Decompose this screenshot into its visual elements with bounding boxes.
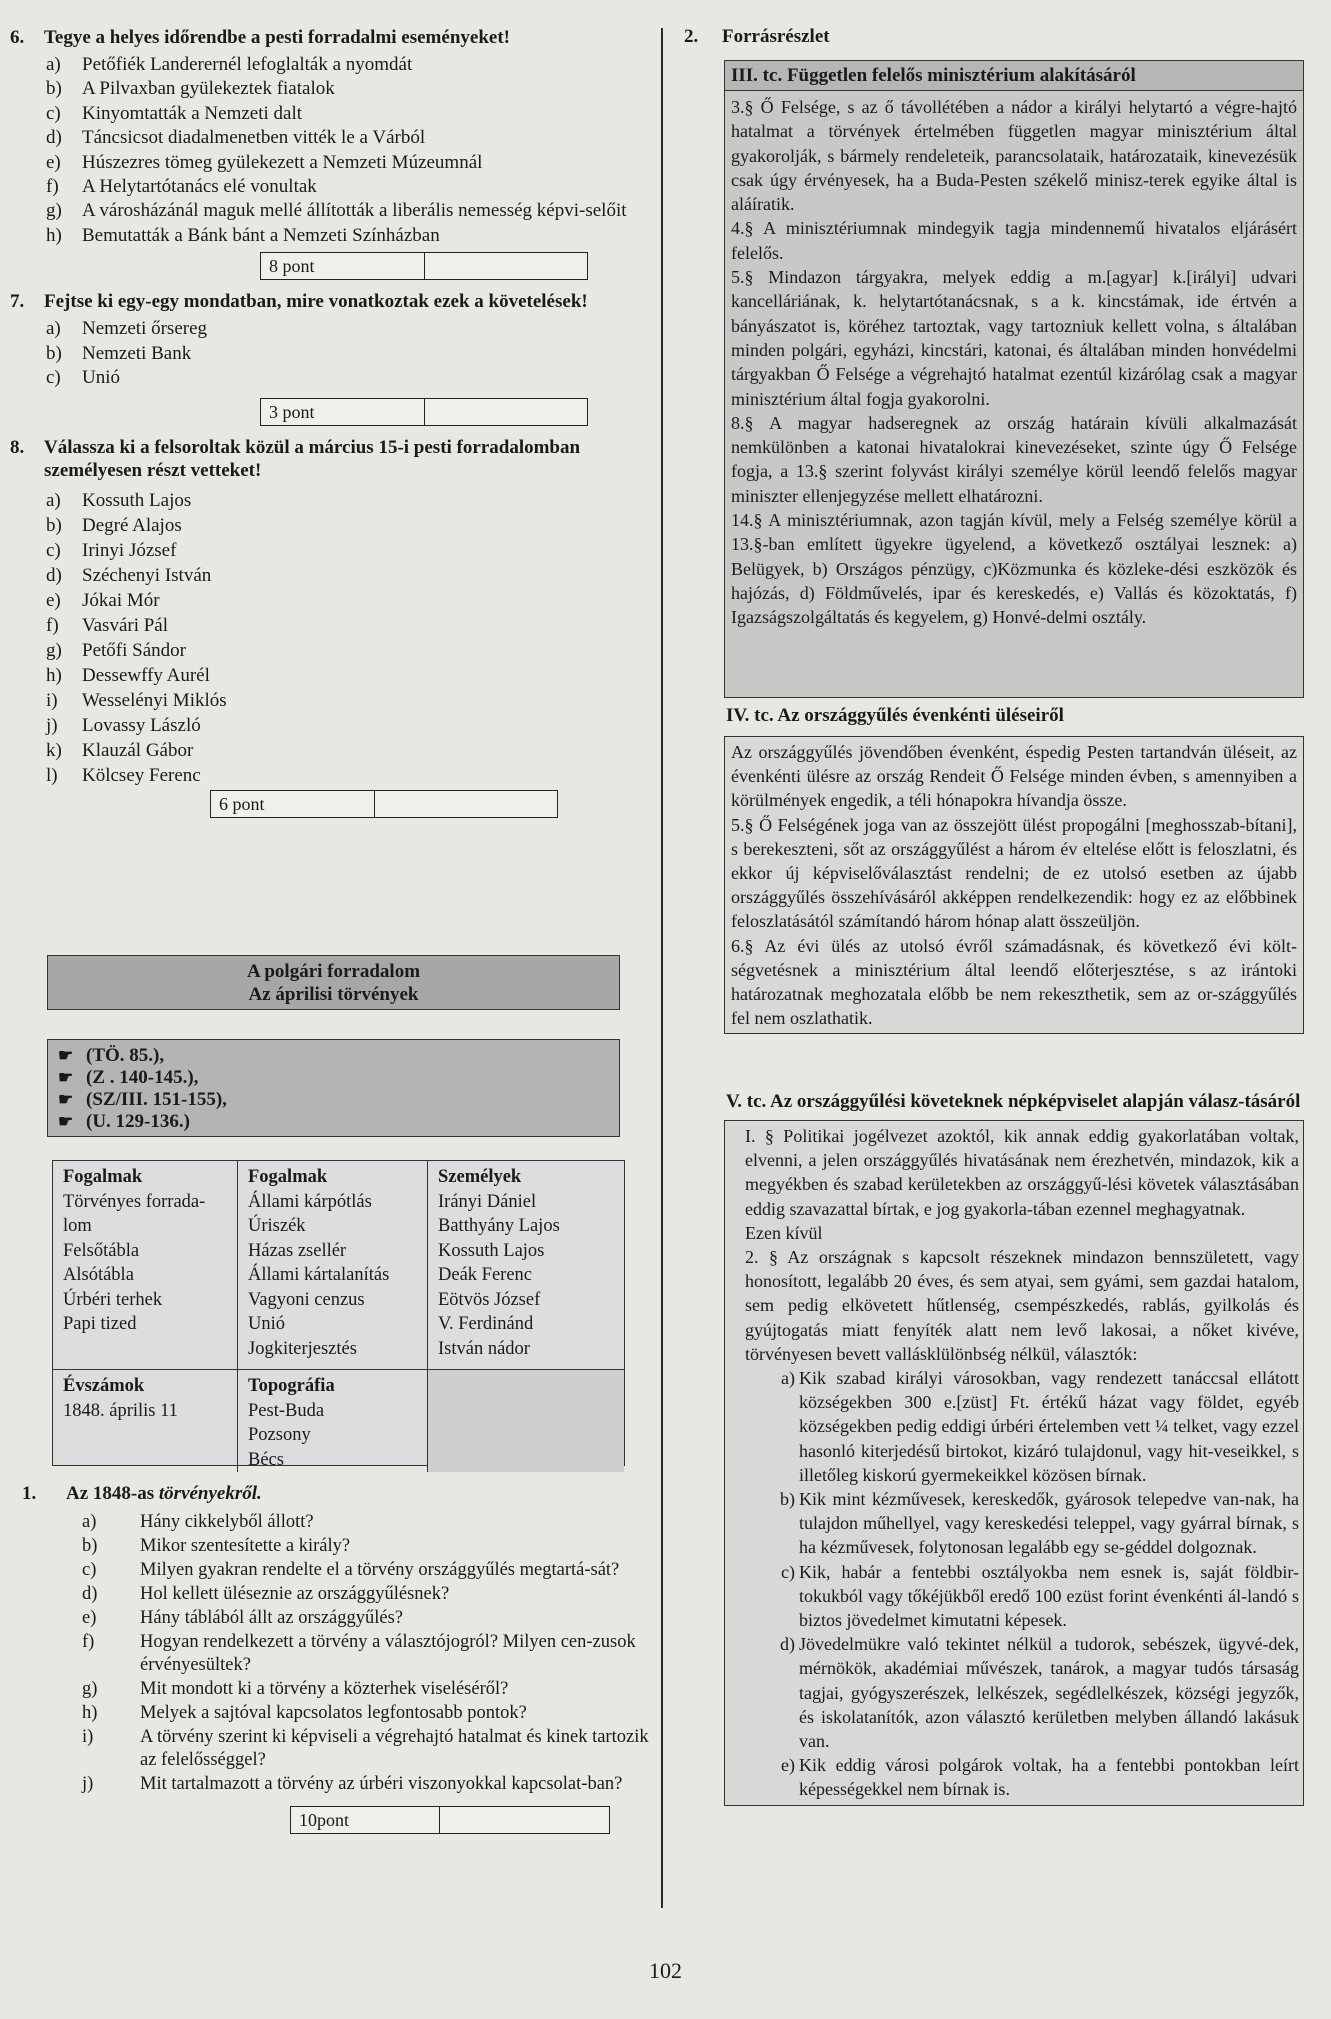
item-label: b) (82, 1536, 98, 1556)
reference-text: (Z . 140-145.), (86, 1067, 199, 1088)
reference-text: (U. 129-136.) (86, 1111, 190, 1132)
term: Állami kártalanítás (248, 1265, 390, 1285)
right-column (684, 26, 1314, 48)
item-label: b) (46, 78, 62, 100)
term: Házas zsellér (248, 1240, 347, 1261)
list-item (46, 126, 650, 150)
item-label: h) (82, 1703, 98, 1723)
question-number: 1. (22, 1483, 37, 1504)
list-item (82, 1678, 662, 1701)
empty-cell (428, 1370, 624, 1472)
list-item (46, 102, 650, 126)
sub-item (769, 1632, 1299, 1753)
item-label: e) (82, 1608, 97, 1628)
list-item (46, 588, 650, 613)
list-item (46, 199, 650, 223)
item-text: Nemzeti őrsereg (82, 318, 208, 340)
list-item (46, 538, 650, 563)
item-label: c) (82, 1560, 97, 1580)
sub-text: Kik szabad királyi városokban, vagy rendezett tanáccsal ellátott községekben 300 e.[züst] Ft. értékű házat vagy földet, egyéb községekben pedig eddigi úrbéri értelemben vett ¼ telket, vagy ezzel hasonló kiterjedésű birtokot, kizáró tulajdonul, vagy hit-veseikkel, s illetőleg kiskorú gyermekeikkel közösen bírnak. (799, 1368, 1299, 1485)
topography-cell (238, 1370, 428, 1472)
question-title: Tegye a helyes időrendbe a pesti forradalmi eseményeket! (44, 27, 510, 48)
sub-text: Kik eddig városi polgárok voltak, ha a fentebbi pontokban leírt képességekkel nem bírnak is. (799, 1755, 1299, 1800)
list-item (46, 342, 650, 366)
question-number: 8. (10, 437, 25, 459)
list-item (82, 1631, 662, 1677)
list-item (46, 638, 650, 663)
item-label: i) (82, 1727, 94, 1747)
question-1 (22, 1482, 662, 1834)
item-label: g) (46, 200, 62, 222)
reference-line (58, 1067, 619, 1089)
source-body (724, 736, 1304, 1034)
item-label: d) (46, 127, 62, 149)
sub-text: Jövedelmükre való tekintet nélkül a tudorok, sebészek, ügyvé-dek, mérnökök, akadémiai művészek, tanárok, a magyar tudós társaság tagjai, gyógyszerészek, lelkészek, segédlelkészek, községi jegyzők, és iskolatanítók, azon választó kerületben melyben állandó lakásuk van. (799, 1634, 1299, 1752)
question-number: 2. (684, 26, 699, 47)
sub-label: d) (780, 1634, 795, 1655)
item-label: c) (46, 367, 61, 389)
source-title: IV. tc. Az országgyűlés évenkénti üléseiről (726, 705, 1064, 726)
item-label: b) (46, 515, 62, 537)
item-label: g) (46, 640, 62, 662)
sub-item (769, 1366, 1299, 1487)
item-text: Klauzál Gábor (82, 740, 194, 762)
score-label: 8 pont (261, 253, 425, 279)
item-label: b) (46, 342, 62, 364)
score-entry[interactable] (425, 253, 587, 279)
list-item (46, 563, 650, 588)
paragraph: 8.§ A magyar hadseregnek az ország határain kívüli alkalmazását nemkülönben a katonai hivatalokrai kinevezéseket, szinte úgy Ő Felsége fogja, a 13.§ szerint folyvást királyi személye körül leendő felelős magyar miniszter ellenjegyzése mellett elhatározni. (731, 412, 1297, 506)
reference-line (58, 1111, 619, 1133)
item-label: c) (46, 540, 61, 562)
term: Eötvös József (438, 1289, 541, 1310)
list-item (82, 1559, 662, 1582)
list-item (82, 1726, 662, 1772)
item-label: f) (82, 1632, 95, 1652)
paragraph: 3.§ Ő Felsége, s az ő távollétében a nádor a királyi helytartó a végre-hajtó hatalmat a törvények értelmében független magyar minisztérium által gyakorolják, s bármely rendeleteik, parancsolataik, határozataik, kinevezésük csak úgy érvényesek, ha a Buda-Pesten székelő minisz-terek egyike által is aláíratik. (731, 97, 1297, 215)
score-box (260, 398, 588, 426)
term: 1848. április 11 (63, 1400, 178, 1421)
paragraph: Ezen kívül (745, 1222, 823, 1243)
item-text: Petőfi Sándor (82, 640, 186, 662)
banner-subtitle: Az áprilisi törvények (248, 984, 419, 1005)
list-item (46, 317, 650, 341)
question-7 (10, 290, 650, 426)
term: Úrbéri terhek (63, 1289, 163, 1310)
list-item (46, 613, 650, 638)
item-label: k) (46, 740, 62, 762)
sub-text: Kik mint kézművesek, kereskedők, gyárosok telepedve van-nak, ha tulajdon műhellyel, vagy kereskedési teleppel, vagy gyárral bírnak, s ha kézművesek, folytonosan legalább egy se-géddel dolgoznak. (799, 1489, 1299, 1558)
question-title: Az 1848-as (66, 1483, 159, 1504)
term: Bécs (248, 1449, 284, 1470)
item-text: Wesselényi Miklós (82, 690, 227, 712)
list-item (46, 663, 650, 688)
col-header: Topográfia (248, 1376, 335, 1396)
item-text: Hol kellett üléseznie az országgyűlésnek? (140, 1584, 450, 1604)
term: Törvényes forrada- (63, 1191, 206, 1212)
concepts-table (52, 1160, 625, 1470)
term: Állami kárpótlás (248, 1191, 372, 1212)
pointing-hand-icon: ☛ (58, 1046, 74, 1065)
paragraph: 5.§ Ő Felségének joga van az összejött ülést propogálni [meghosszab-bítani], s berekeszteni, sőt az országgyűlést a három év eltelése előtt is feloszlatni, és ekkor új képviselőválasztást rendelni; de ez utolsó esetben az újabb országgyűlés összehívásáról akképpen rendelkezendik: hogy ez az előbbinek feloszlatásától számítandó három hónap alatt összeüljön. (731, 814, 1297, 932)
item-text: Széchenyi István (82, 565, 212, 587)
question-title: Válassza ki a felsoroltak közül a március 15-i pesti forradalomban személyesen részt vetteket! (44, 437, 581, 482)
question-title: Forrásrészlet (722, 26, 830, 47)
sub-label: a) (781, 1368, 795, 1389)
term: István nádor (438, 1338, 530, 1359)
reference-text: (TÖ. 85.), (86, 1045, 165, 1066)
term: Batthyány Lajos (438, 1216, 560, 1236)
list-item (46, 738, 650, 763)
term: lom (63, 1216, 92, 1236)
question-8-items (46, 488, 650, 788)
item-text: A Helytartótanács elé vonultak (82, 176, 317, 198)
term: Irányi Dániel (438, 1191, 537, 1212)
item-text: Kölcsey Ferenc (82, 765, 201, 787)
list-item (46, 366, 650, 390)
paragraph: 6.§ Az évi ülés az utolsó évről számadásnak, és következő évi költ-ségvetésnek a minisztérium által leendő előterjesztése, s az irántoki határozatnak meghozatala előbb be nem rekeszthetik, sem az or-szággyűlés fel nem oszlathatik. (731, 935, 1297, 1029)
paragraph: Az országgyűlés jövendőben évenként, éspedig Pesten tartandván üléseit, az évenkénti ülésre az ország Rendeit Ő Felsége minden évben, s amennyiben a körülmények engedik, a téli hónapokra hívandja össze. (731, 742, 1297, 811)
item-label: i) (46, 690, 58, 712)
page-number: 102 (649, 1958, 682, 1983)
score-entry[interactable] (440, 1807, 609, 1833)
list-item (46, 713, 650, 738)
item-label: c) (46, 102, 61, 124)
item-text: Hány táblából állt az országgyűlés? (140, 1608, 404, 1628)
banner-title: A polgári forradalom (246, 961, 421, 982)
score-entry[interactable] (375, 791, 557, 817)
reference-text: (SZ/III. 151-155), (86, 1089, 227, 1110)
list-item (46, 175, 650, 199)
item-text: A törvény szerint ki képviseli a végrehajtó hatalmat és kinek tartozik az felelősséggel? (140, 1727, 649, 1770)
paragraph: 14.§ A minisztériumnak, azon tagján kívül, mely a Felség személye körül a 13.§-ban említett ügyekre ügyelend, a következő osztályai lesznek: a) Belügyek, b) Országos pénzügy, c)Közmunka és közleke-dési eszközök és hajózás, d) Földművelés, ipar és kereskedés, e) Vallás és közoktatás, f) Igazságszolgáltatás és kegyelem, g) Honvé-delmi osztály. (731, 510, 1297, 628)
pointing-hand-icon: ☛ (58, 1112, 74, 1131)
list-item (82, 1535, 662, 1558)
item-label: f) (46, 176, 59, 198)
list-item (82, 1702, 662, 1725)
source-body (725, 91, 1303, 634)
col-header: Fogalmak (63, 1167, 143, 1187)
item-text: Mit mondott ki a törvény a közterhek viseléséről? (140, 1679, 509, 1699)
item-label: j) (46, 715, 58, 737)
item-text: Nemzeti Bank (82, 342, 192, 364)
chapter-banner (47, 955, 620, 1010)
item-label: a) (46, 54, 61, 75)
sub-item (769, 1487, 1299, 1560)
item-text: Jókai Mór (82, 590, 160, 612)
item-text: A Pilvaxban gyülekeztek fiatalok (82, 78, 335, 100)
list-item (46, 53, 650, 77)
list-item (82, 1607, 662, 1630)
item-text: Lovassy László (82, 715, 201, 737)
item-text: Hogyan rendelkezett a törvény a választójogról? Milyen cen-zusok érvényesültek? (140, 1632, 636, 1675)
list-item (82, 1583, 662, 1606)
term: Jogkiterjesztés (248, 1338, 357, 1359)
reference-line (58, 1045, 619, 1067)
item-label: l) (46, 765, 58, 787)
item-text: A városházánál maguk mellé állították a liberális nemesség képvi-selőit (82, 200, 627, 222)
list-item (82, 1773, 662, 1796)
paragraph: I. § Politikai jogélvezet azoktól, kik annak eddig gyakorlatában voltak, elvenni, a jelen országgyűlés hivatásának nem érezhetvén, mindazok, kik a megyékben és szabad kerületekben az országgyű-lési követek választásában eddig szavazattal bírtak, e jog gyakorla-tában ezennel meghagyatnak. (745, 1126, 1299, 1219)
source-title: V. tc. Az országgyűlési követeknek népképviselet alapján válasz-tásáról (726, 1091, 1301, 1112)
item-label: j) (82, 1774, 94, 1794)
list-item (46, 513, 650, 538)
item-label: h) (46, 665, 62, 687)
persons-col (428, 1161, 624, 1370)
term: Úriszék (248, 1216, 306, 1236)
term: Alsótábla (63, 1265, 134, 1285)
reference-line (58, 1089, 619, 1111)
source-title: III. tc. Független felelős minisztérium alakításáról (725, 61, 1303, 91)
list-item (46, 151, 650, 175)
term: Papi tized (63, 1314, 137, 1334)
score-label: 3 pont (261, 399, 425, 425)
item-text: Unió (82, 367, 120, 389)
item-text: Mikor szentesítette a király? (140, 1536, 351, 1556)
source-body (724, 1120, 1304, 1806)
concepts-col-2 (238, 1161, 428, 1370)
item-text: Kossuth Lajos (82, 490, 192, 512)
term: Pozsony (248, 1425, 311, 1445)
list-item (46, 763, 650, 788)
col-header: Évszámok (63, 1376, 145, 1396)
item-label: e) (46, 151, 61, 173)
dates-cell (53, 1370, 238, 1472)
sub-label: e) (781, 1755, 795, 1776)
col-header: Fogalmak (248, 1167, 328, 1187)
term: Deák Ferenc (438, 1265, 532, 1285)
question-title-italic: törvényekről. (158, 1483, 262, 1504)
item-text: Degré Alajos (82, 515, 182, 537)
question-number: 6. (10, 27, 25, 48)
question-1-items (82, 1511, 662, 1796)
pointing-hand-icon: ☛ (58, 1068, 74, 1087)
paragraph: 5.§ Mindazon tárgyakra, melyek eddig a m.[agyar] k.[irályi] udvari kancelláriának, k. helytartótanácsnak, s a k. kincstámak, ide értvén a bányászatot is, köréhez tartoztak, vagy tartozniuk kellett volna, s általában minden polgári, egyházi, kincstári, katonai, és általában minden honvédelmi tárgyakban Ő Felsége a végrehajtó hatalmat ezentúl kizárólag csak a magyar minisztérium által fogja gyakorolni. (731, 267, 1297, 409)
item-label: d) (46, 565, 62, 587)
item-label: a) (46, 490, 61, 512)
source-iv (724, 704, 1304, 1034)
item-text: Dessewffy Aurél (82, 665, 210, 687)
item-text: Milyen gyakran rendelte el a törvény országgyűlés megtartá-sát? (140, 1560, 620, 1580)
item-label: d) (82, 1584, 98, 1604)
item-label: g) (82, 1679, 98, 1699)
item-text: Vasvári Pál (82, 615, 169, 637)
score-entry[interactable] (425, 399, 587, 425)
score-label: 10pont (291, 1807, 440, 1833)
source-v (724, 1090, 1304, 1806)
left-column (10, 26, 650, 818)
item-text: Kinyomtatták a Nemzeti dalt (82, 102, 303, 124)
paragraph: 2. § Az országnak s kapcsolt részeknek mindazon bennszületett, vagy honosított, legalább 20 éves, és sem atyai, sem gyámi, sem gazdai hatalom, sem pedig elkövetett hűtlenség, csempészkedés, rablás, gyilkolás és gyújtogatás miatt fenyíték alatt nem levő lakosai, a nőket kivéve, törvényesen bevett vallásklülönbség nélkül, választók: (745, 1247, 1299, 1364)
question-8 (10, 436, 650, 818)
pointing-hand-icon: ☛ (58, 1090, 74, 1109)
item-text: Petőfiék Landerernél lefoglalták a nyomdát (82, 54, 413, 75)
sub-item (769, 1560, 1299, 1633)
question-title: Fejtse ki egy-egy mondatban, mire vonatkoztak ezek a követelések! (44, 291, 588, 313)
list-item (46, 688, 650, 713)
question-6-items (46, 53, 650, 248)
source-iii (724, 60, 1304, 698)
list-item (82, 1511, 662, 1534)
item-text: Húszezres tömeg gyülekezett a Nemzeti Múzeumnál (82, 151, 483, 173)
list-item (46, 488, 650, 513)
item-label: a) (82, 1512, 97, 1532)
term: V. Ferdinánd (438, 1314, 534, 1334)
term: Kossuth Lajos (438, 1240, 545, 1261)
sub-label: b) (780, 1489, 795, 1510)
term: Pest-Buda (248, 1400, 325, 1421)
item-label: f) (46, 615, 59, 637)
paragraph: 4.§ A minisztériumnak mindegyik tagja mindennemű hivatalos eljárásért felelős. (731, 218, 1297, 263)
item-text: Mit tartalmazott a törvény az úrbéri viszonyokkal kapcsolat-ban? (140, 1774, 623, 1794)
question-7-items (46, 317, 650, 390)
reference-box (47, 1039, 620, 1137)
term: Vagyoni cenzus (248, 1289, 365, 1310)
col-header: Személyek (438, 1167, 522, 1187)
sub-text: Kik, habár a fentebbi osztályokba nem esnek is, saját földbir-tokukból vagy tőkéjükből eredő 100 ezüst forint évenkénti ál-landó s biztos jövedelmet kimutatni képesek. (799, 1561, 1299, 1631)
concepts-col-1 (53, 1161, 238, 1370)
item-text: Melyek a sajtóval kapcsolatos legfontosabb pontok? (140, 1703, 527, 1723)
item-text: Irinyi József (82, 540, 177, 562)
item-label: a) (46, 318, 61, 340)
score-box (210, 790, 558, 818)
score-box (290, 1806, 610, 1834)
item-text: Bemutatták a Bánk bánt a Nemzeti Színházban (82, 224, 440, 246)
list-item (46, 77, 650, 101)
item-text: Hány cikkelyből állott? (140, 1512, 314, 1532)
list-item (46, 224, 650, 248)
score-box (260, 252, 588, 280)
question-number: 7. (10, 291, 25, 313)
item-text: Táncsicsot diadalmenetben vitték le a Várból (82, 127, 426, 149)
term: Unió (248, 1314, 285, 1334)
sub-label: c) (781, 1561, 795, 1582)
term: Felsőtábla (63, 1240, 140, 1261)
item-label: e) (46, 590, 61, 612)
item-label: h) (46, 224, 62, 246)
question-6 (10, 26, 650, 280)
score-label: 6 pont (211, 791, 375, 817)
sub-item (769, 1753, 1299, 1801)
